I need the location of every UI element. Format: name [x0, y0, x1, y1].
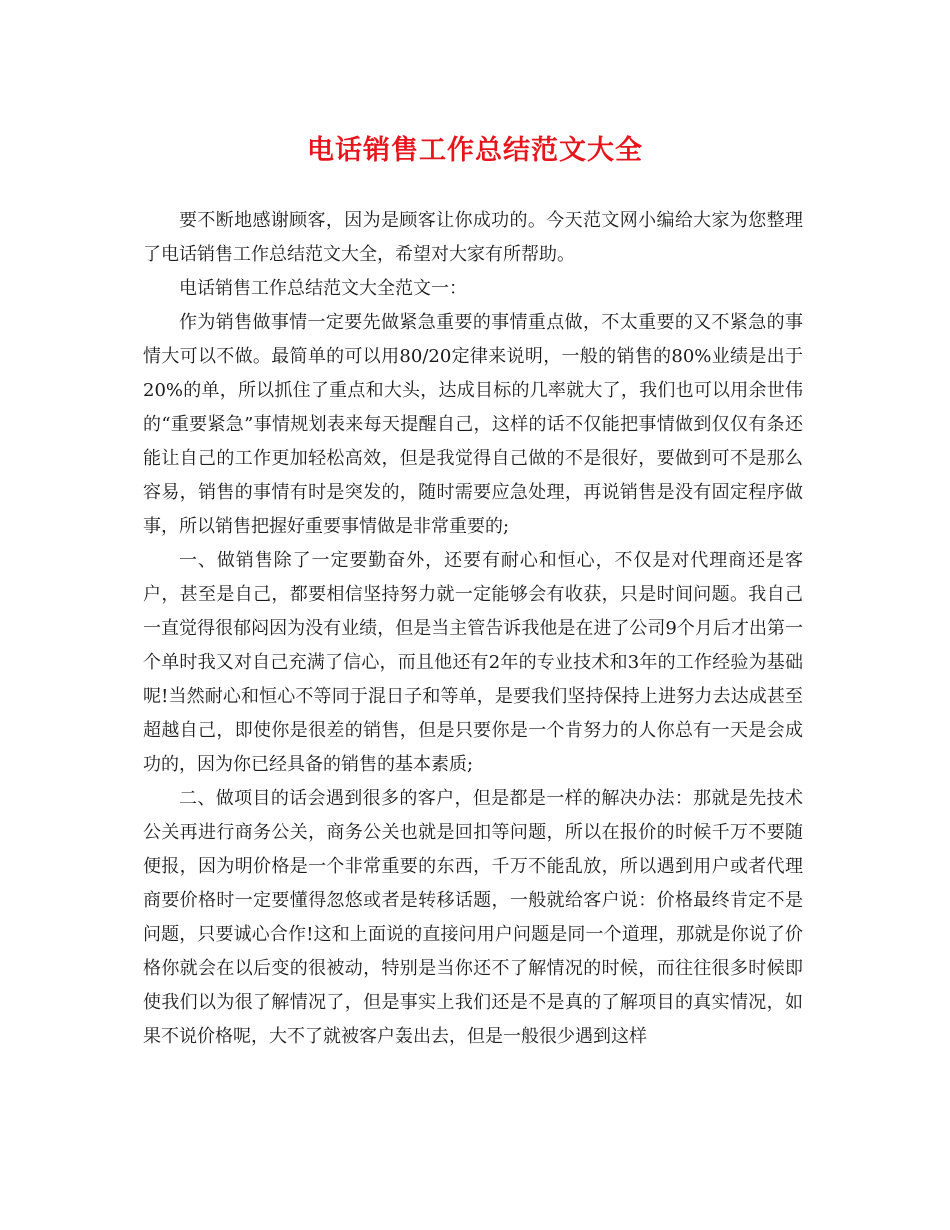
section-heading: 电话销售工作总结范文大全范文一： — [179, 278, 467, 299]
body-paragraph-point-one: 一、做销售除了一定要勤奋外，还要有耐心和恒心，不仅是对代理商还是客户，甚至是自己，都要相信坚持努力就一定能够会有收获，只是时间问题。我自己一直觉得很郁闷因为没有业绩，但是当主管告诉我他是在进了公司9个月后才出第一个单时我又对自己充满了信心，而且他还有2年的专业技术和3年的工作经验为基础呢!当然耐心和恒心不等同于混日子和等单，是要我们坚持保持上进努力去达成甚至超越自己，即使你是很差的销售，但是只要你是一个肯努力的人你总有一天是会成功的，因为你已经具备的销售的基本素质; — [143, 550, 803, 775]
intro-paragraph: 要不断地感谢顾客，因为是顾客让你成功的。今天范文网小编给大家为您整理了电话销售工作总结范文大全，希望对大家有所帮助。 — [143, 210, 803, 265]
document-title: 电话销售工作总结范文大全 — [307, 135, 643, 166]
document-body — [143, 204, 803, 1054]
body-paragraph-priorities: 作为销售做事情一定要先做紧急重要的事情重点做，不太重要的又不紧急的事情大可以不做。最简单的可以用80/20定律来说明，一般的销售的80%业绩是出于20%的单，所以抓住了重点和大头，达成目标的几率就大了，我们也可以用余世伟的“重要紧急”事情规划表来每天提醒自己，这样的话不仅能把事情做到仅仅有条还能让自己的工作更加轻松高效，但是我觉得自己做的不是很好，要做到可不是那么容易，销售的事情有时是突发的，随时需要应急处理，再说销售是没有固定程序做事，所以销售把握好重要事情做是非常重要的; — [143, 312, 803, 537]
body-paragraph-point-two: 二、做项目的话会遇到很多的客户，但是都是一样的解决办法：那就是先技术公关再进行商务公关，商务公关也就是回扣等问题，所以在报价的时候千万不要随便报，因为明价格是一个非常重要的东西，千万不能乱放，所以遇到用户或者代理商要价格时一定要懂得忽悠或者是转移话题，一般就给客户说：价格最终肯定不是问题，只要诚心合作!这和上面说的直接问用户问题是同一个道理，那就是你说了价格你就会在以后变的很被动，特别是当你还不了解情况的时候，而往往很多时候即使我们以为很了解情况了，但是事实上我们还是不是真的了解项目的真实情况，如果不说价格呢，大不了就被客户轰出去，但是一般很少遇到这样 — [143, 788, 803, 1047]
